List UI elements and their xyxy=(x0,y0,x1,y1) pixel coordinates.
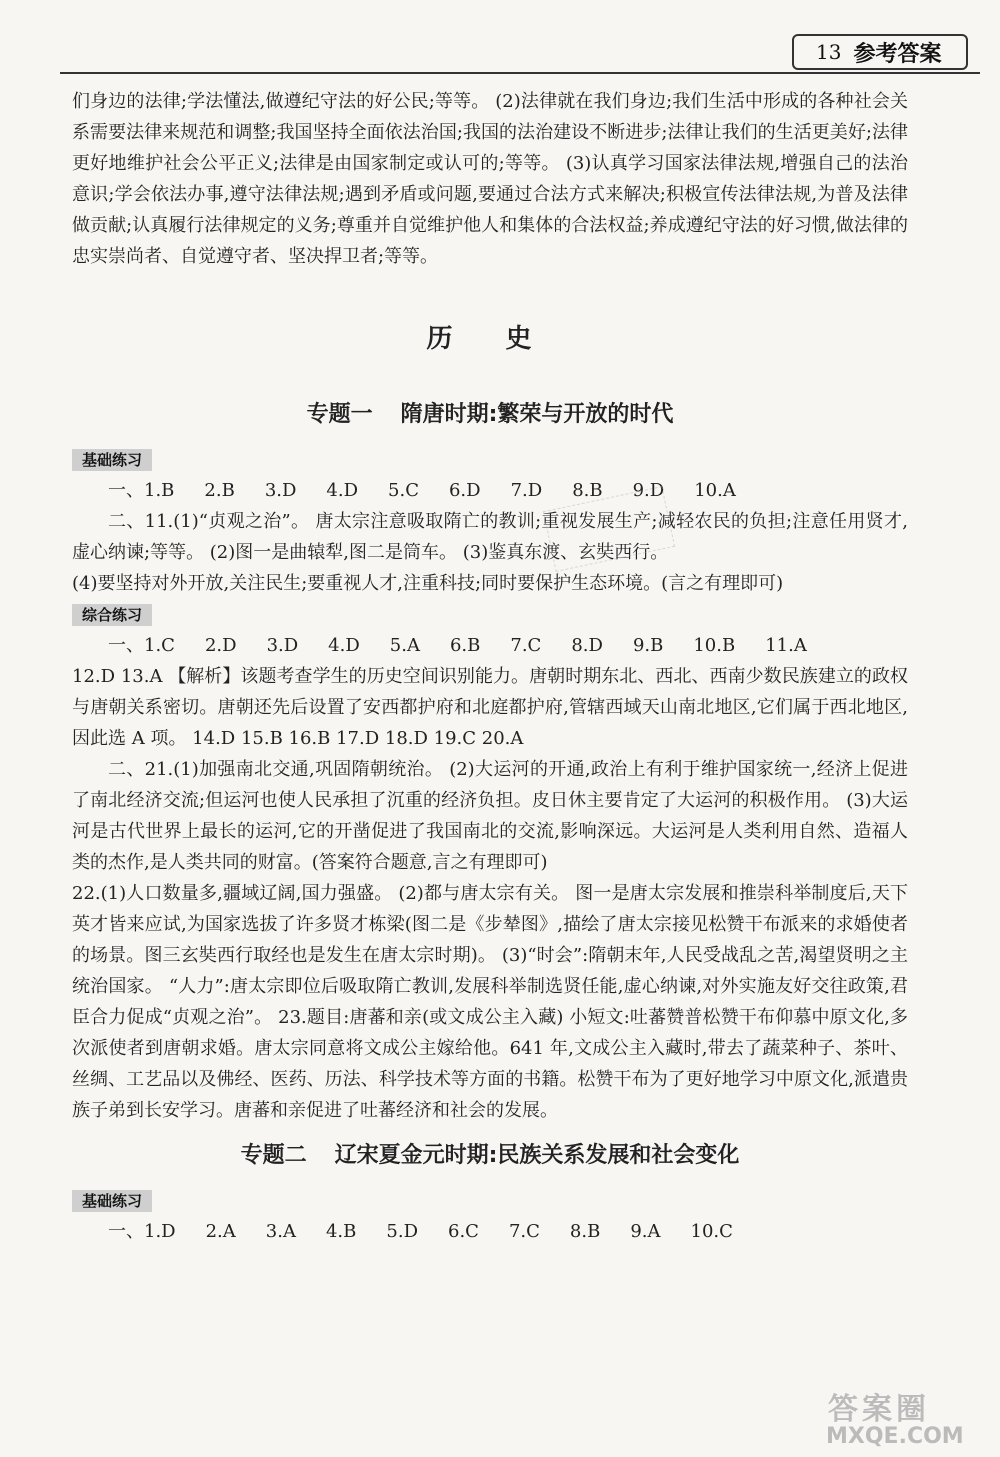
answer-item: 9.D xyxy=(632,480,665,501)
topic1-title xyxy=(72,399,908,430)
subject-title: 历 史 xyxy=(426,324,554,354)
topic1-comp-p3: 22.(1)人口数量多,疆域辽阔,国力强盛。 (2)都与唐太宗有关。 图一是唐太宗发展和推崇科举制度后,天下英才皆来应试,为国家选拔了许多贤才栋梁(图二是《步辇图》,描绘了唐太宗接见松赞干布派来的求婚使者的场景。图三玄奘西行取经也是发生在唐太宗时期)。 (3)“时会”:隋朝末年,人民受战乱之苦,渴望贤明之主统治国家。 “人力”:唐太宗即位后吸取隋亡教训,发展科举制选贤任能,虚心纳谏,对外实施友好交往政策,君臣合力促成“贞观之治”。 23.题目:唐蕃和亲(或文成公主入藏) 小短文:吐蕃赞普松赞干布仰慕中原文化,多次派使者到唐朝求婚。唐太宗同意将文成公主嫁给他。641 年,文成公主入藏时,带去了蔬菜种子、茶叶、丝绸、工艺品以及佛经、医药、历法、科学技术等方面的书籍。松赞干布为了更好地学习中原文化,派遣贵族子弟到长安学习。唐蕃和亲促进了吐蕃经济和社会的发展。 xyxy=(72,883,908,1121)
watermark-logo: 答案圈 xyxy=(828,1392,930,1427)
topic2-name: 辽宋夏金元时期:民族关系发展和社会变化 xyxy=(334,1143,740,1168)
answer-item: 2.A xyxy=(205,1221,236,1242)
answer-item: 2.B xyxy=(204,480,235,501)
answer-item: 一、1.D xyxy=(108,1221,176,1242)
answer-item: 3.D xyxy=(266,635,299,656)
topic1-comp-answers xyxy=(72,630,908,661)
answer-item: 7.D xyxy=(510,480,543,501)
answer-item: 10.B xyxy=(693,635,736,656)
answer-item: 5.D xyxy=(386,1221,418,1242)
answer-item: 6.B xyxy=(449,635,481,656)
answer-item: 8.D xyxy=(571,635,603,656)
topic1-basic-p2: (4)要坚持对外开放,关注民生;要重视人才,注重科技;同时要保护生态环境。(言之有理即可) xyxy=(72,573,784,594)
answer-item: 6.D xyxy=(448,480,481,501)
answer-item: 3.A xyxy=(265,1221,296,1242)
page-content xyxy=(72,86,908,1247)
topic2-basic-label: 基础练习 xyxy=(72,1190,152,1212)
answer-item: 11.A xyxy=(765,635,807,656)
answer-item: 9.B xyxy=(632,635,664,656)
topic1-name: 隋唐时期:繁荣与开放的时代 xyxy=(400,402,674,427)
answer-item: 2.D xyxy=(204,635,237,656)
topic1-comp-p2: 二、21.(1)加强南北交通,巩固隋朝统治。 (2)大运河的开通,政治上有利于维护国家统一,经济上促进了南北经济交流;但运河也使人民承担了沉重的经济负担。皮日休主要肯定了大运河的积极作用。 (3)大运河是古代世界上最长的运河,它的开凿促进了我国南北的交流,影响深远。大运河是人类利用自然、造福人类的杰作,是人类共同的财富。(答案符合题意,言之有理即可) xyxy=(72,759,908,873)
topic1-number: 专题一 xyxy=(306,402,373,427)
topic2-number: 专题二 xyxy=(240,1143,307,1168)
topic1-basic-label: 基础练习 xyxy=(72,449,152,471)
answer-item: 4.D xyxy=(328,635,360,656)
topic2-basic-answers xyxy=(72,1216,908,1247)
answer-item: 10.C xyxy=(690,1221,733,1242)
answer-item: 5.A xyxy=(389,635,420,656)
watermark-url: MXQE.COM xyxy=(826,1424,964,1449)
intro-paragraph: 们身边的法律;学法懂法,做遵纪守法的好公民;等等。 (2)法律就在我们身边;我们生活中形成的各种社会关系需要法律来规范和调整;我国坚持全面依法治国;我国的法治建设不断进步;法律让我们的生活更美好;法律更好地维护社会公平正义;法律是由国家制定或认可的;等等。 (3)认真学习国家法律法规,增强自己的法治意识;学会依法办事,遵守法律法规;遇到矛盾或问题,要通过合法方式来解决;积极宣传法律法规,为普及法律做贡献;认真履行法律规定的义务;尊重并自觉维护他人和集体的合法权益;养成遵纪守法的好习惯,做法律的忠实崇尚者、自觉遵守者、坚决捍卫者;等等。 xyxy=(72,91,908,267)
answer-item: 9.A xyxy=(630,1221,661,1242)
answer-item: 一、1.C xyxy=(108,635,175,656)
page-number: 13 xyxy=(816,40,842,64)
topic1-comp-label: 综合练习 xyxy=(72,604,152,626)
topic1-basic-p1: 二、11.(1)“贞观之治”。 唐太宗注意吸取隋亡的教训;重视发展生产;减轻农民的负担;注意任用贤才,虚心纳谏;等等。 (2)图一是曲辕犁,图二是筒车。 (3)鉴真东渡、玄奘西行。 xyxy=(72,511,908,563)
answer-item: 7.C xyxy=(508,1221,540,1242)
answer-item: 8.B xyxy=(569,1221,601,1242)
header-title: 参考答案 xyxy=(853,41,942,67)
topic1-basic-answers xyxy=(72,475,908,506)
answer-item: 5.C xyxy=(388,480,419,501)
answer-item: 一、1.B xyxy=(108,480,175,501)
answer-item: 3.D xyxy=(264,480,297,501)
page-header-tab xyxy=(792,34,968,70)
answer-item: 4.B xyxy=(325,1221,357,1242)
answer-item: 6.C xyxy=(448,1221,479,1242)
answer-item: 8.B xyxy=(572,480,603,501)
answer-item: 7.C xyxy=(510,635,542,656)
answer-item: 4.D xyxy=(326,480,359,501)
header-divider xyxy=(60,72,980,74)
topic1-comp-p1: 12.D 13.A 【解析】该题考查学生的历史空间识别能力。唐朝时期东北、西北、西南少数民族建立的政权与唐朝关系密切。唐朝还先后设置了安西都护府和北庭都护府,管辖西域天山南北地区,它们属于西北地区,因此选 A 项。 14.D 15.B 16.B 17.D 18.D 19.C 20.A xyxy=(72,666,908,749)
answer-item: 10.A xyxy=(694,480,736,501)
topic2-title xyxy=(72,1140,908,1171)
